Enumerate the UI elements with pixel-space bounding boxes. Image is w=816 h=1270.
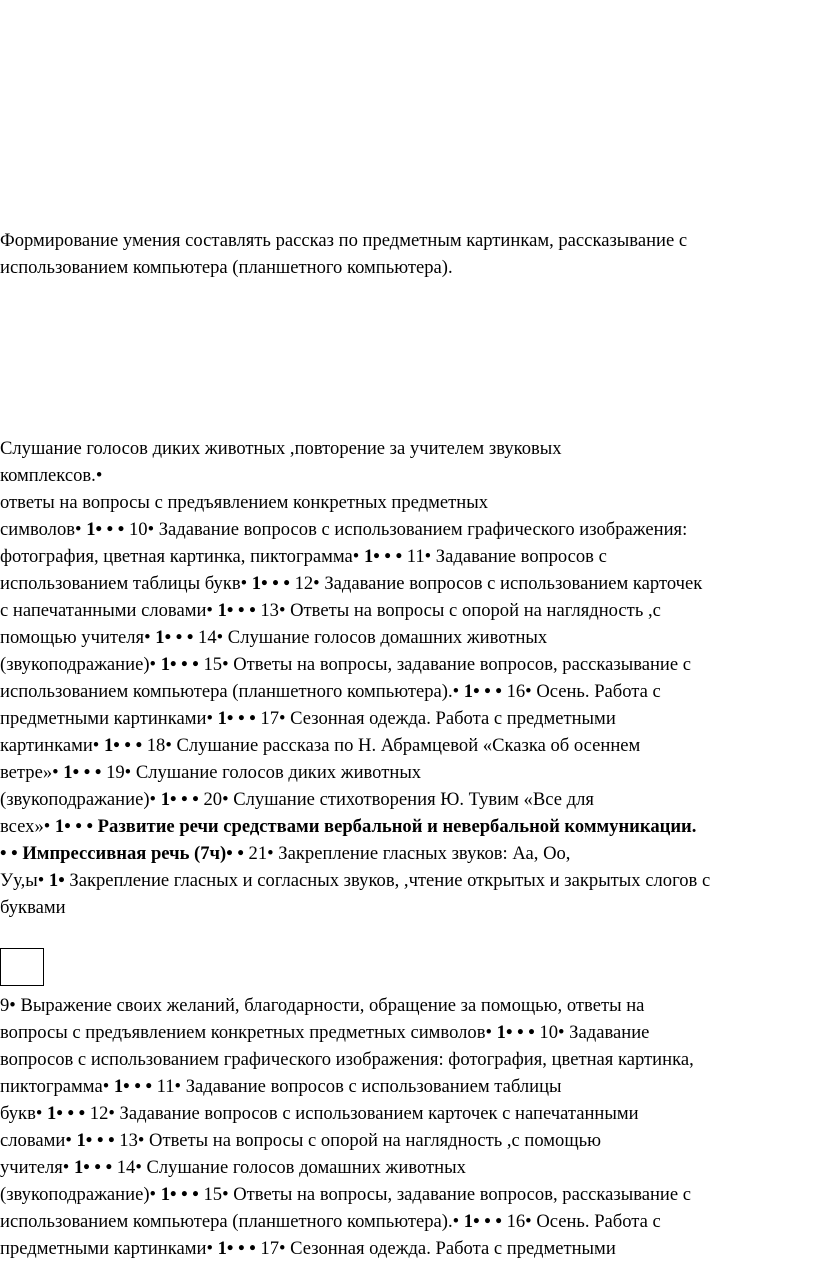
text-run: вопросов с использованием графического изображения: фотография, цветная картинка, xyxy=(0,1049,694,1070)
text-run: букв• xyxy=(0,1103,43,1124)
intro-line: Формирование умения составлять рассказ по предметным картинкам, рассказывание с xyxy=(0,230,688,251)
text-line xyxy=(0,1181,694,1208)
text-run: фотография, цветная картинка, пиктограмма• xyxy=(0,546,360,567)
text-line xyxy=(0,840,710,867)
text-run: с напечатанными словами• xyxy=(0,600,213,621)
text-line xyxy=(0,759,710,786)
bold-text-run: 1• • • xyxy=(42,1103,90,1124)
intro-paragraph xyxy=(0,227,687,281)
text-line xyxy=(0,516,710,543)
text-run: 17• Сезонная одежда. Работа с предметными xyxy=(260,1238,616,1259)
bold-text-run: 1• • • xyxy=(492,1022,540,1043)
bold-text-run: 1• • • xyxy=(212,600,261,621)
text-run: 13• Ответы на вопросы с опорой на наглядность ,с помощью xyxy=(119,1130,602,1151)
text-run: помощью учителя• xyxy=(0,627,151,648)
lesson-list-section-2 xyxy=(0,992,694,1262)
text-run: 18• Слушание рассказа по Н. Абрамцевой «Сказка об осеннем xyxy=(146,735,641,756)
text-run: (звукоподражание)• xyxy=(0,789,157,810)
bold-text-run: 1• • • xyxy=(58,762,107,783)
text-run: 10• Задавание вопросов с использованием графического изображения: xyxy=(128,519,688,540)
text-line xyxy=(0,678,710,705)
text-run: Закрепление гласных и согласных звуков, ,чтение открытых и закрытых слогов с xyxy=(69,870,711,891)
intro-line: использованием компьютера (планшетного компьютера). xyxy=(0,257,453,278)
text-run: Слушание голосов диких животных ,повторение за учителем звуковых xyxy=(0,438,562,459)
text-run: буквами xyxy=(0,897,66,918)
text-line xyxy=(0,597,710,624)
text-run: картинками• xyxy=(0,735,100,756)
bold-text-run: 1• • • xyxy=(71,1130,120,1151)
text-run: 9• Выражение своих желаний, благодарности, обращение за помощью, ответы на xyxy=(0,995,645,1016)
text-line xyxy=(0,867,710,894)
text-run: предметными картинками• xyxy=(0,708,213,729)
bold-text-run: 1• • • xyxy=(156,1184,204,1205)
text-run: (звукоподражание)• xyxy=(0,1184,157,1205)
text-run: 14• Слушание голосов домашних животных xyxy=(198,627,548,648)
text-run: (звукоподражание)• xyxy=(0,654,157,675)
text-line xyxy=(0,992,694,1019)
text-run: 15• Ответы на вопросы, задавание вопросов, рассказывание с xyxy=(203,654,692,675)
text-line xyxy=(0,1127,694,1154)
text-run: предметными картинками• xyxy=(0,1238,213,1259)
bold-text-run: 1• • • xyxy=(459,1211,507,1232)
text-run: использованием компьютера (планшетного компьютера).• xyxy=(0,681,460,702)
text-run: ответы на вопросы с предъявлением конкретных предметных xyxy=(0,492,489,513)
bold-text-run: 1• • • xyxy=(99,735,147,756)
text-run: 11• Задавание вопросов с использованием таблицы xyxy=(156,1076,562,1097)
checkbox[interactable] xyxy=(0,948,44,986)
text-run: 13• Ответы на вопросы с опорой на наглядность ,с xyxy=(260,600,661,621)
text-line xyxy=(0,570,710,597)
text-line xyxy=(0,435,710,462)
bold-text-run: 1• • • xyxy=(156,654,204,675)
text-run: 17• Сезонная одежда. Работа с предметными xyxy=(260,708,616,729)
bold-text-run: • • Импрессивная речь (7ч)• • xyxy=(0,843,249,864)
bold-text-run: 1• • • xyxy=(109,1076,157,1097)
text-run: 14• Слушание голосов домашних животных xyxy=(116,1157,466,1178)
text-run: Уу,ы• xyxy=(0,870,45,891)
text-run: 16• Осень. Работа с xyxy=(506,1211,661,1232)
text-run: вопросы с предъявлением конкретных предметных символов• xyxy=(0,1022,492,1043)
text-line xyxy=(0,1154,694,1181)
text-run: всех»• xyxy=(0,816,51,837)
text-run: ветре»• xyxy=(0,762,59,783)
text-line xyxy=(0,894,710,921)
text-run: 12• Задавание вопросов с использованием карточек xyxy=(294,573,703,594)
text-run: 12• Задавание вопросов с использованием карточек с напечатанными xyxy=(89,1103,639,1124)
text-run: пиктограмма• xyxy=(0,1076,110,1097)
text-run: 15• Ответы на вопросы, задавание вопросов, рассказывание с xyxy=(203,1184,692,1205)
text-line xyxy=(0,1073,694,1100)
text-line xyxy=(0,1100,694,1127)
bold-text-run: 1• • • xyxy=(212,1238,261,1259)
bold-text-run: 1• • • xyxy=(156,789,204,810)
text-run: словами• xyxy=(0,1130,72,1151)
text-run: учителя• xyxy=(0,1157,70,1178)
text-line xyxy=(0,732,710,759)
text-line xyxy=(0,543,710,570)
text-run: 10• Задавание xyxy=(539,1022,650,1043)
text-line xyxy=(0,1235,694,1262)
bold-text-run: 1• • • xyxy=(247,573,295,594)
text-run: 19• Слушание голосов диких животных xyxy=(106,762,422,783)
bold-text-run: 1• • • xyxy=(212,708,261,729)
text-line xyxy=(0,1208,694,1235)
text-line xyxy=(0,705,710,732)
text-line xyxy=(0,813,710,840)
text-run: использованием таблицы букв• xyxy=(0,573,248,594)
bold-text-run: 1• xyxy=(44,870,70,891)
text-line xyxy=(0,651,710,678)
text-line xyxy=(0,489,710,516)
text-line xyxy=(0,786,710,813)
text-line xyxy=(0,462,710,489)
text-run: 20• Слушание стихотворения Ю. Тувим «Все для xyxy=(203,789,594,810)
text-run: использованием компьютера (планшетного компьютера).• xyxy=(0,1211,460,1232)
text-run: символов• xyxy=(0,519,82,540)
bold-text-run: 1• • • xyxy=(359,546,407,567)
text-run: комплексов.• xyxy=(0,465,103,486)
bold-text-run: 1• • • xyxy=(150,627,199,648)
text-run: 11• Задавание вопросов с xyxy=(406,546,607,567)
bold-text-run: 1• • • xyxy=(459,681,507,702)
bold-text-run: 1• • • xyxy=(69,1157,117,1178)
text-line xyxy=(0,1019,694,1046)
lesson-list-section-1 xyxy=(0,435,710,921)
text-run: 16• Осень. Работа с xyxy=(506,681,661,702)
text-line xyxy=(0,1046,694,1073)
bold-text-run: 1• • • Развитие речи средствами вербальной и невербальной коммуникации. xyxy=(50,816,697,837)
text-run: 21• Закрепление гласных звуков: Аа, Оо, xyxy=(248,843,571,864)
bold-text-run: 1• • • xyxy=(81,519,129,540)
text-line xyxy=(0,624,710,651)
